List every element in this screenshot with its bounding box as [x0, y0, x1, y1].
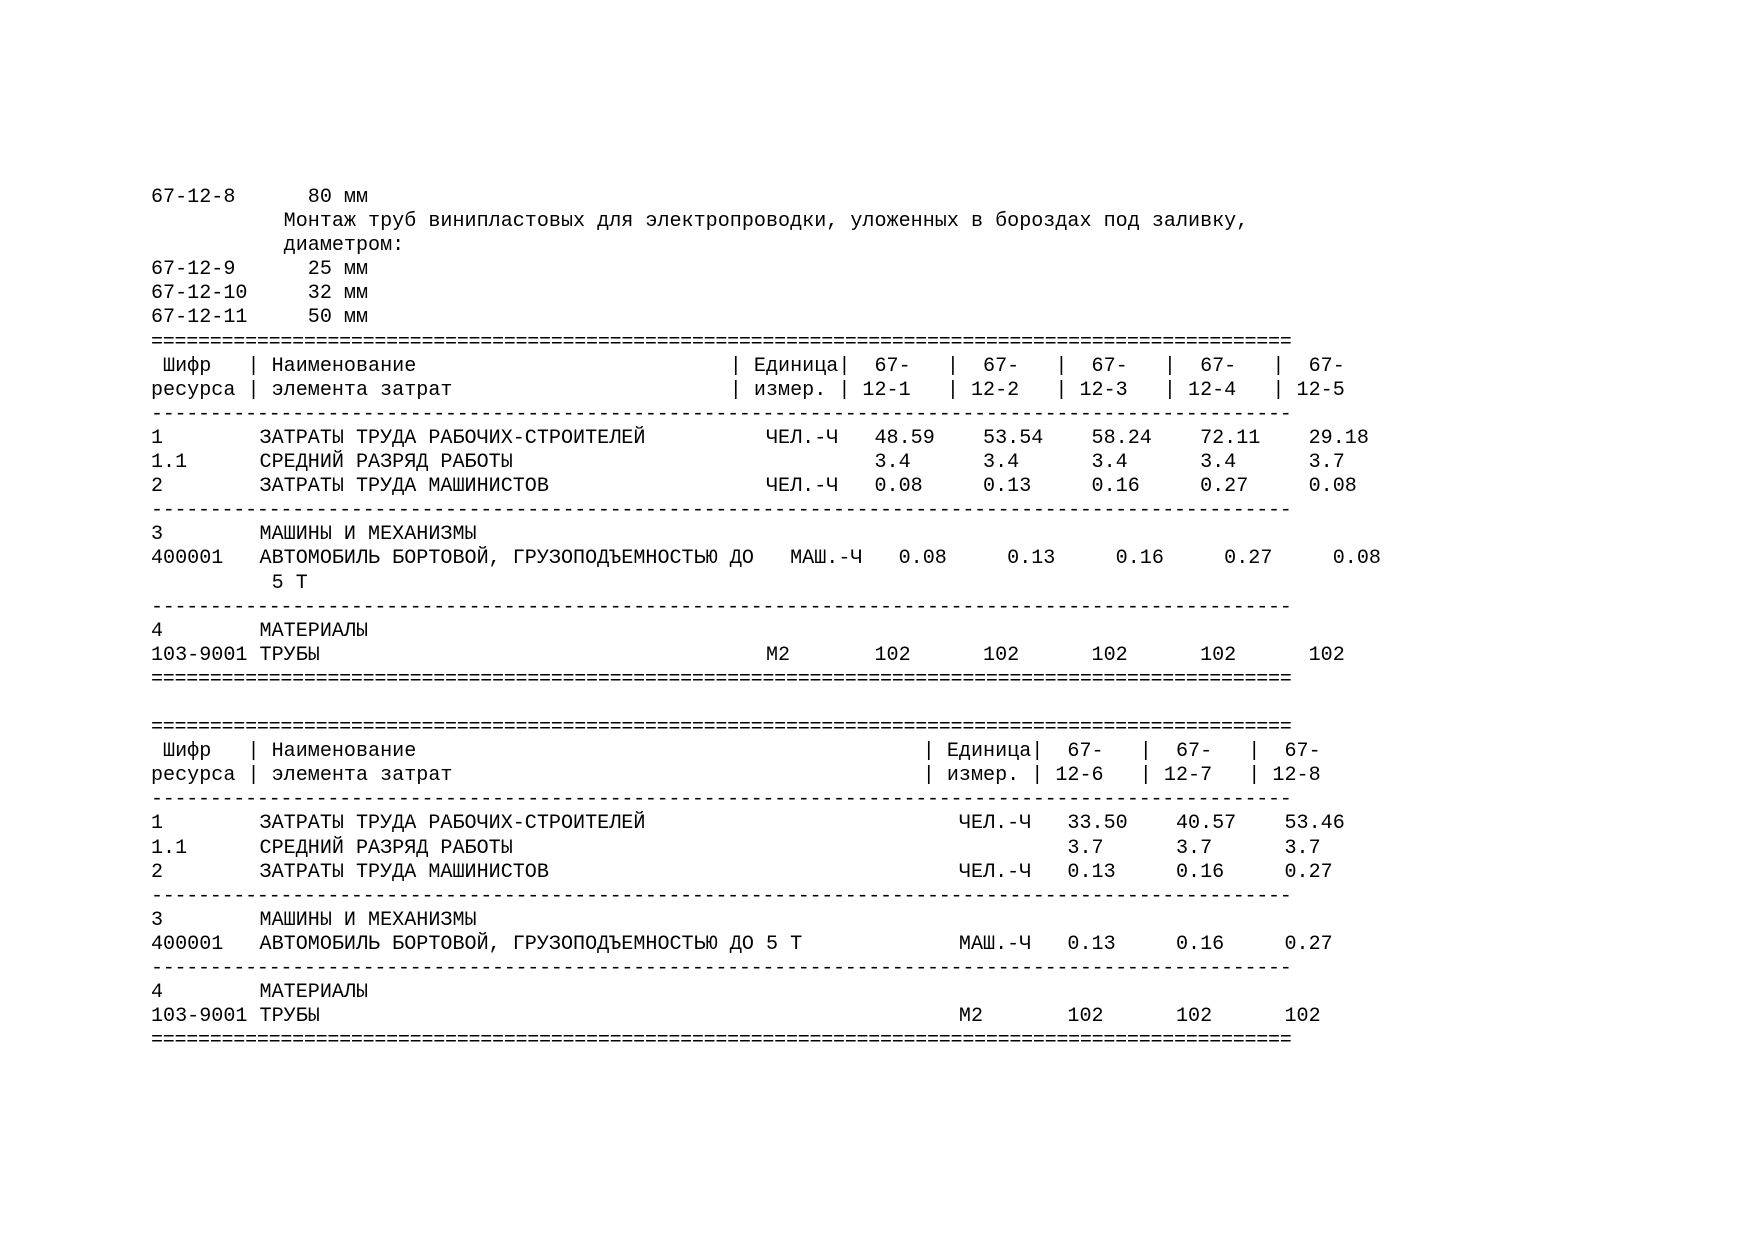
table-row: 103-9001 ТРУБЫ М2 102 102 102 102 102	[151, 643, 1345, 667]
table-row: 1.1 СРЕДНИЙ РАЗРЯД РАБОТЫ 3.7 3.7 3.7	[151, 836, 1321, 860]
item-line: 67-12-11 50 мм	[151, 306, 369, 330]
item-line: 67-12-9 25 мм	[151, 258, 369, 282]
double-rule: =================================================================================================	[151, 1029, 1292, 1053]
table-row: 400001 АВТОМОБИЛЬ БОРТОВОЙ, ГРУЗОПОДЪЕМНОСТЬЮ ДО 5 Т МАШ.-Ч 0.13 0.16 0.27	[151, 932, 1333, 956]
single-rule: -------------------------------------------------------------------------------------------------	[151, 788, 1292, 812]
resource-table-2	[151, 716, 1421, 1053]
table-row: 400001 АВТОМОБИЛЬ БОРТОВОЙ, ГРУЗОПОДЪЕМНОСТЬЮ ДО МАШ.-Ч 0.08 0.13 0.16 0.27 0.08	[151, 547, 1381, 571]
description-line: Монтаж труб винипластовых для электропроводки, уложенных в бороздах под заливку,	[151, 210, 1249, 234]
single-rule: -------------------------------------------------------------------------------------------------	[151, 884, 1292, 908]
table-row: 1 ЗАТРАТЫ ТРУДА РАБОЧИХ-СТРОИТЕЛЕЙ ЧЕЛ.-Ч 48.59 53.54 58.24 72.11 29.18	[151, 426, 1369, 450]
double-rule: =================================================================================================	[151, 667, 1292, 691]
double-rule: =================================================================================================	[151, 716, 1292, 740]
single-rule: -------------------------------------------------------------------------------------------------	[151, 595, 1292, 619]
description-line: диаметром:	[151, 234, 405, 258]
single-rule: -------------------------------------------------------------------------------------------------	[151, 402, 1292, 426]
double-rule: =================================================================================================	[151, 330, 1292, 354]
table-header-row: ресурса | элемента затрат | измер. | 12-6 | 12-7 | 12-8	[151, 764, 1321, 788]
table-row: 103-9001 ТРУБЫ М2 102 102 102	[151, 1005, 1321, 1029]
table-row: 3 МАШИНЫ И МЕХАНИЗМЫ	[151, 523, 477, 547]
single-rule: -------------------------------------------------------------------------------------------------	[151, 957, 1292, 980]
single-rule: -------------------------------------------------------------------------------------------------	[151, 499, 1292, 523]
table-spacer	[151, 692, 1421, 716]
table-row: 4 МАТЕРИАЛЫ	[151, 619, 369, 643]
table-row: 5 Т	[151, 571, 308, 595]
intro-block	[151, 186, 1421, 331]
table-row: 1 ЗАТРАТЫ ТРУДА РАБОЧИХ-СТРОИТЕЛЕЙ ЧЕЛ.-Ч 33.50 40.57 53.46	[151, 812, 1345, 836]
item-line: 67-12-8 80 мм	[151, 186, 369, 209]
table-row: 2 ЗАТРАТЫ ТРУДА МАШИНИСТОВ ЧЕЛ.-Ч 0.13 0.16 0.27	[151, 860, 1333, 884]
table-row: 1.1 СРЕДНИЙ РАЗРЯД РАБОТЫ 3.4 3.4 3.4 3.4 3.7	[151, 451, 1345, 475]
table-header-row: ресурса | элемента затрат | измер. | 12-1 | 12-2 | 12-3 | 12-4 | 12-5	[151, 378, 1345, 402]
table-header-row: Шифр | Наименование | Единица| 67- | 67- | 67- | 67- | 67-	[151, 354, 1345, 378]
table-header-row: Шифр | Наименование | Единица| 67- | 67- | 67-	[151, 740, 1321, 764]
resource-table-1	[151, 331, 1421, 692]
item-line: 67-12-10 32 мм	[151, 282, 369, 306]
table-row: 4 МАТЕРИАЛЫ	[151, 981, 369, 1005]
table-row: 2 ЗАТРАТЫ ТРУДА МАШИНИСТОВ ЧЕЛ.-Ч 0.08 0.13 0.16 0.27 0.08	[151, 475, 1357, 499]
table-row: 3 МАШИНЫ И МЕХАНИЗМЫ	[151, 908, 477, 932]
document-page	[151, 186, 1421, 1053]
